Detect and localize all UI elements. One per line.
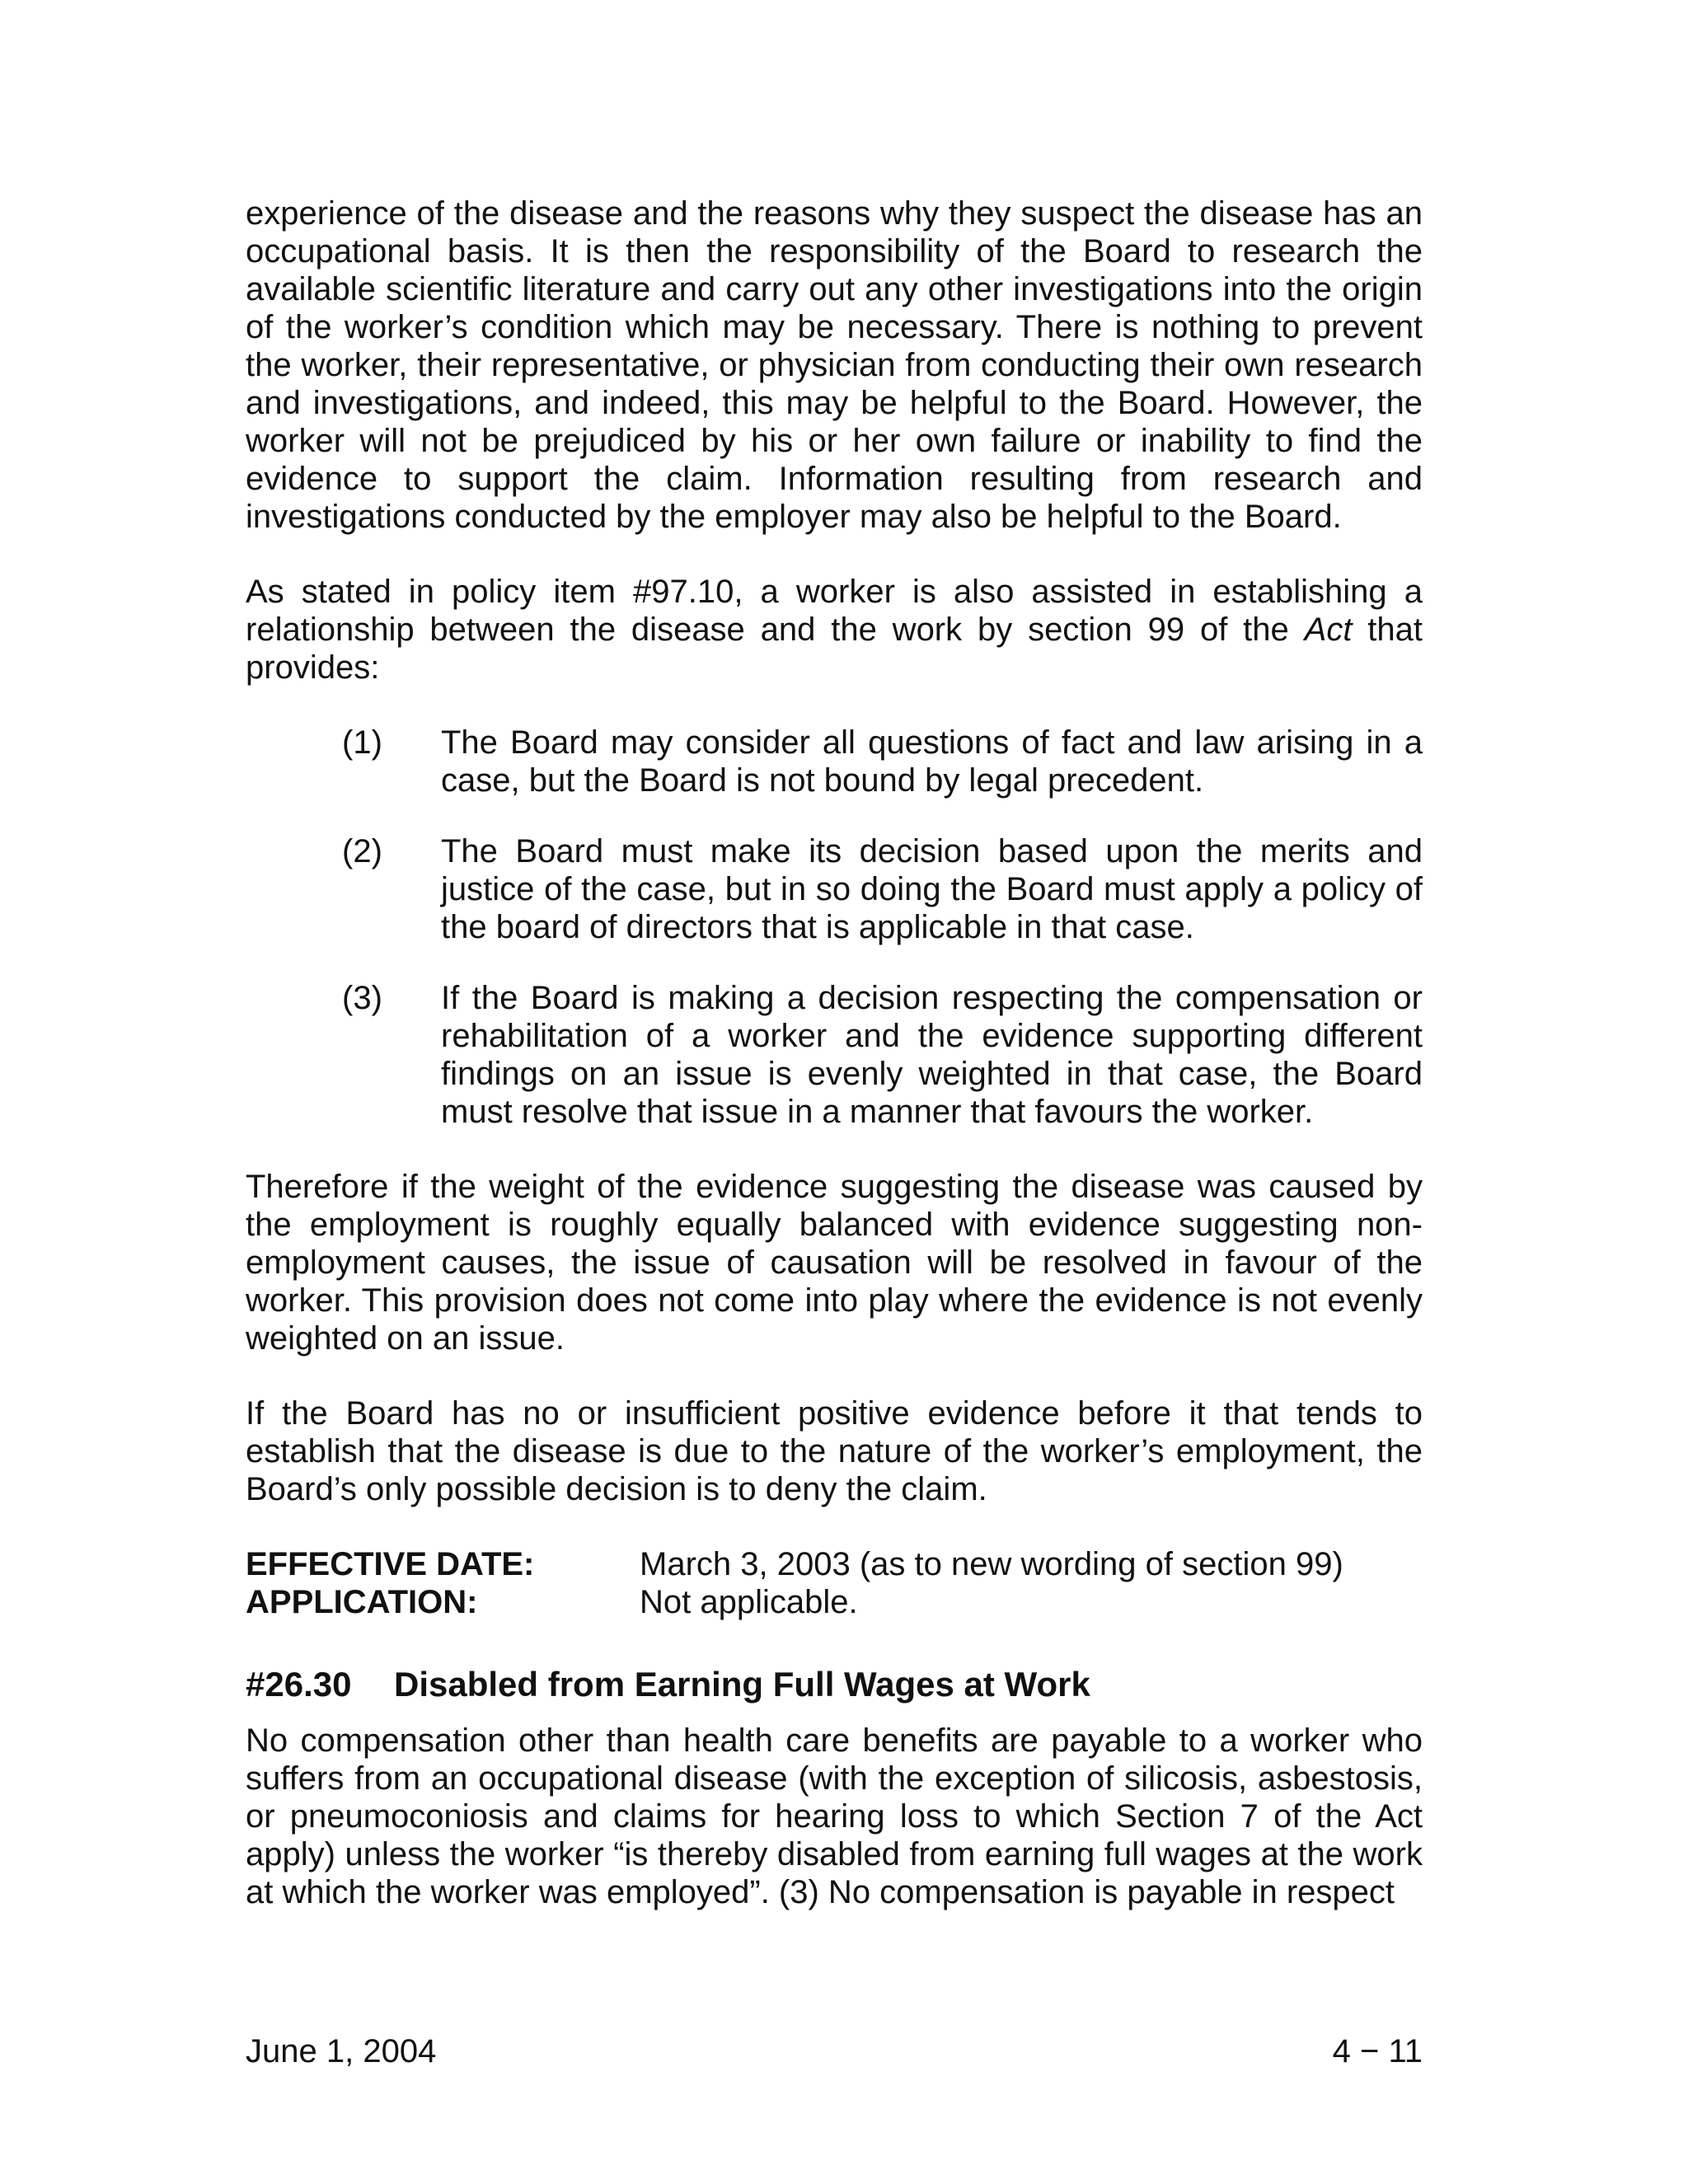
- act-reference: Act: [1304, 612, 1353, 648]
- section-title: Disabled from Earning Full Wages at Work: [394, 1665, 1090, 1704]
- section-99-quoted-provisions: [246, 724, 1423, 1131]
- paragraph-text-after-act: that provides:: [246, 612, 1423, 686]
- provision-number: (1): [342, 724, 382, 761]
- provision-number: (2): [342, 833, 382, 869]
- body-paragraph-evenly-weighted: Therefore if the weight of the evidence suggesting the disease was caused by the employment is roughly equally balanced with evidence suggesting non-employment causes, the issue of causation will be resolved in favour of the worker. This provision does not come into play where the evidence is not evenly weighted on an issue.: [246, 1169, 1423, 1357]
- page-footer: [246, 2032, 1423, 2070]
- policy-metadata: [246, 1545, 1423, 1621]
- body-paragraph-insufficient-evidence: If the Board has no or insufficient positive evidence before it that tends to establish that the disease is due to the nature of the worker’s employment, the Board’s only possible decision is to deny the claim.: [246, 1395, 1423, 1507]
- section-heading: [246, 1664, 1423, 1705]
- footer-page-number: 4 − 11: [1332, 2033, 1423, 2069]
- section-number: #26.30: [246, 1665, 352, 1704]
- application-row: [246, 1583, 1423, 1621]
- effective-date-label: EFFECTIVE DATE:: [246, 1546, 535, 1582]
- provision-text: The Board may consider all questions of fact and law arising in a case, but the Board is not bound by legal precedent.: [441, 724, 1423, 799]
- document-page: [246, 194, 1423, 1911]
- effective-date-row: [246, 1545, 1423, 1583]
- footer-date: June 1, 2004: [246, 2033, 437, 2069]
- quoted-provision-2: [246, 832, 1423, 946]
- body-paragraph-investigation: experience of the disease and the reasons why they suspect the disease has an occupational basis. It is then the responsibility of the Board to research the available scientific literature and carry out any other investigations into the origin of the worker’s condition which may be necessary. There is nothing to prevent the worker, their representative, or physician from conducting their own research and investigations, and indeed, this may be helpful to the Board. However, the worker will not be prejudiced by his or her own failure or inability to find the evidence to support the claim. Information resulting from research and investigations conducted by the employer may also be helpful to the Board.: [246, 195, 1423, 535]
- quoted-provision-1: [246, 724, 1423, 799]
- application-label: APPLICATION:: [246, 1584, 478, 1620]
- body-paragraph-section-99-intro: [246, 573, 1423, 687]
- application-value: Not applicable.: [640, 1584, 858, 1620]
- effective-date-value: March 3, 2003 (as to new wording of section 99): [640, 1546, 1343, 1582]
- body-paragraph-disabled-full-wages: No compensation other than health care benefits are payable to a worker who suffers from an occupational disease (with the exception of silicosis, asbestosis, or pneumoconiosis and claims for hearing loss to which Section 7 of the Act apply) unless the worker “is thereby disabled from earning full wages at the work at which the worker was employed”. (3) No compensation is payable in respect: [246, 1722, 1423, 1910]
- quoted-provision-3: [246, 979, 1423, 1131]
- provision-number: (3): [342, 980, 382, 1016]
- provision-text: If the Board is making a decision respecting the compensation or rehabilitation of a worker and the evidence supporting different findings on an issue is evenly weighted in that case, the Board must resolve that issue in a manner that favours the worker.: [441, 980, 1423, 1130]
- provision-text: The Board must make its decision based upon the merits and justice of the case, but in so doing the Board must apply a policy of the board of directors that is applicable in that case.: [441, 833, 1423, 945]
- paragraph-text-before-act: As stated in policy item #97.10, a worker is also assisted in establishing a relationship between the disease and the work by section 99 of the: [246, 574, 1423, 648]
